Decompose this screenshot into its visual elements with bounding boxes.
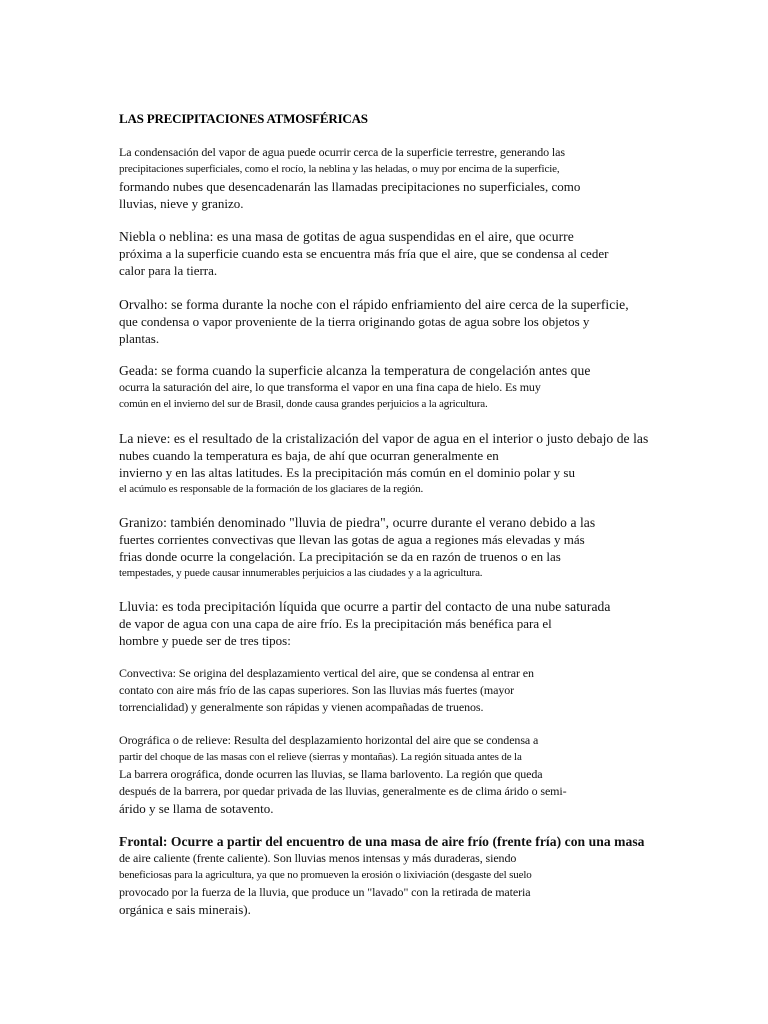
paragraph-line: Convectiva: Se origina del desplazamiento vertical del aire, que se condensa al entrar en bbox=[119, 666, 534, 680]
paragraph-line: común en el invierno del sur de Brasil, donde causa grandes perjuicios a la agricultura. bbox=[119, 398, 488, 410]
paragraph-intro bbox=[119, 144, 729, 212]
paragraph-line: que condensa o vapor proveniente de la tierra originando gotas de agua sobre los objetos y bbox=[119, 314, 590, 329]
paragraph-line: lluvias, nieve y granizo. bbox=[119, 196, 244, 211]
paragraph-line: de vapor de agua con una capa de aire frío. Es la precipitación más benéfica para el bbox=[119, 616, 552, 631]
paragraph-line: provocado por la fuerza de la lluvia, que produce un "lavado" con la retirada de materia bbox=[119, 885, 531, 899]
document-title: LAS PRECIPITACIONES ATMOSFÉRICAS bbox=[119, 111, 368, 126]
paragraph-frontal bbox=[119, 833, 729, 918]
paragraph-line-bold: Frontal: Ocurre a partir del encuentro de una masa de aire frío (frente fría) con una masa bbox=[119, 834, 645, 849]
paragraph-line: próxima a la superficie cuando esta se encuentra más fría que el aire, que se condensa al ceder bbox=[119, 246, 609, 261]
paragraph-line: precipitaciones superficiales, como el rocío, la neblina y las heladas, o muy por encima de la superficie, bbox=[119, 163, 560, 175]
paragraph-line: Lluvia: es toda precipitación líquida que ocurre a partir del contacto de una nube saturada bbox=[119, 599, 611, 614]
paragraph-line: frias donde ocurre la congelación. La precipitación se da en razón de truenos o en las bbox=[119, 549, 561, 564]
paragraph-line: de aire caliente (frente caliente). Son lluvias menos intensas y más duraderas, siendo bbox=[119, 851, 517, 865]
paragraph-line: torrencialidad) y generalmente son rápidas y vienen acompañadas de truenos. bbox=[119, 700, 484, 714]
paragraph-line: Orográfica o de relieve: Resulta del desplazamiento horizontal del aire que se condensa a bbox=[119, 733, 539, 747]
paragraph-line: calor para la tierra. bbox=[119, 263, 218, 278]
paragraph-orografica bbox=[119, 732, 729, 817]
paragraph-line: después de la barrera, por quedar privada de las lluvias, generalmente es de clima árido o semi- bbox=[119, 784, 567, 798]
paragraph-line: Orvalho: se forma durante la noche con el rápido enfriamiento del aire cerca de la superficie, bbox=[119, 297, 629, 312]
paragraph-granizo bbox=[119, 514, 729, 582]
paragraph-line: Granizo: también denominado "lluvia de piedra", ocurre durante el verano debido a las bbox=[119, 515, 596, 530]
paragraph-line: Geada: se forma cuando la superficie alcanza la temperatura de congelación antes que bbox=[119, 363, 591, 378]
paragraph-line: contato con aire más frío de las capas superiores. Son las lluvias más fuertes (mayor bbox=[119, 683, 515, 697]
paragraph-line: árido y se llama de sotavento. bbox=[119, 801, 274, 816]
paragraph-lluvia bbox=[119, 598, 729, 649]
paragraph-orvalho bbox=[119, 296, 729, 347]
paragraph-line: ocurra la saturación del aire, lo que transforma el vapor en una fina capa de hielo. Es muy bbox=[119, 380, 541, 394]
paragraph-line: el acúmulo es responsable de la formación de los glaciares de la región. bbox=[119, 483, 424, 495]
paragraph-niebla bbox=[119, 228, 729, 279]
paragraph-line: La barrera orográfica, donde ocurren las lluvias, se llama barlovento. La región que queda bbox=[119, 767, 543, 781]
paragraph-line: hombre y puede ser de tres tipos: bbox=[119, 633, 291, 648]
paragraph-line: Niebla o neblina: es una masa de gotitas de agua suspendidas en el aire, que ocurre bbox=[119, 229, 574, 244]
paragraph-line: plantas. bbox=[119, 331, 160, 346]
paragraph-line: La nieve: es el resultado de la cristalización del vapor de agua en el interior o justo debajo de las bbox=[119, 431, 649, 446]
paragraph-line: tempestades, y puede causar innumerables perjuicios a las ciudades y a la agricultura. bbox=[119, 567, 483, 579]
paragraph-line: fuertes corrientes convectivas que llevan las gotas de agua a regiones más elevadas y más bbox=[119, 532, 585, 547]
paragraph-line: La condensación del vapor de agua puede ocurrir cerca de la superficie terrestre, generando las bbox=[119, 145, 565, 159]
paragraph-line: orgánica e sais minerais). bbox=[119, 902, 251, 917]
paragraph-geada bbox=[119, 362, 729, 413]
paragraph-nieve bbox=[119, 430, 729, 498]
paragraph-line: nubes cuando la temperatura es baja, de ahí que ocurran generalmente en bbox=[119, 448, 499, 463]
paragraph-convectiva bbox=[119, 665, 729, 716]
paragraph-line: formando nubes que desencadenarán las llamadas precipitaciones no superficiales, como bbox=[119, 179, 581, 194]
paragraph-line: partir del choque de las masas con el relieve (sierras y montañas). La región situada antes de la bbox=[119, 751, 522, 763]
paragraph-line: invierno y en las altas latitudes. Es la precipitación más común en el dominio polar y su bbox=[119, 465, 575, 480]
paragraph-line: beneficiosas para la agricultura, ya que no promueven la erosión o lixiviación (desgaste del suelo bbox=[119, 869, 532, 881]
